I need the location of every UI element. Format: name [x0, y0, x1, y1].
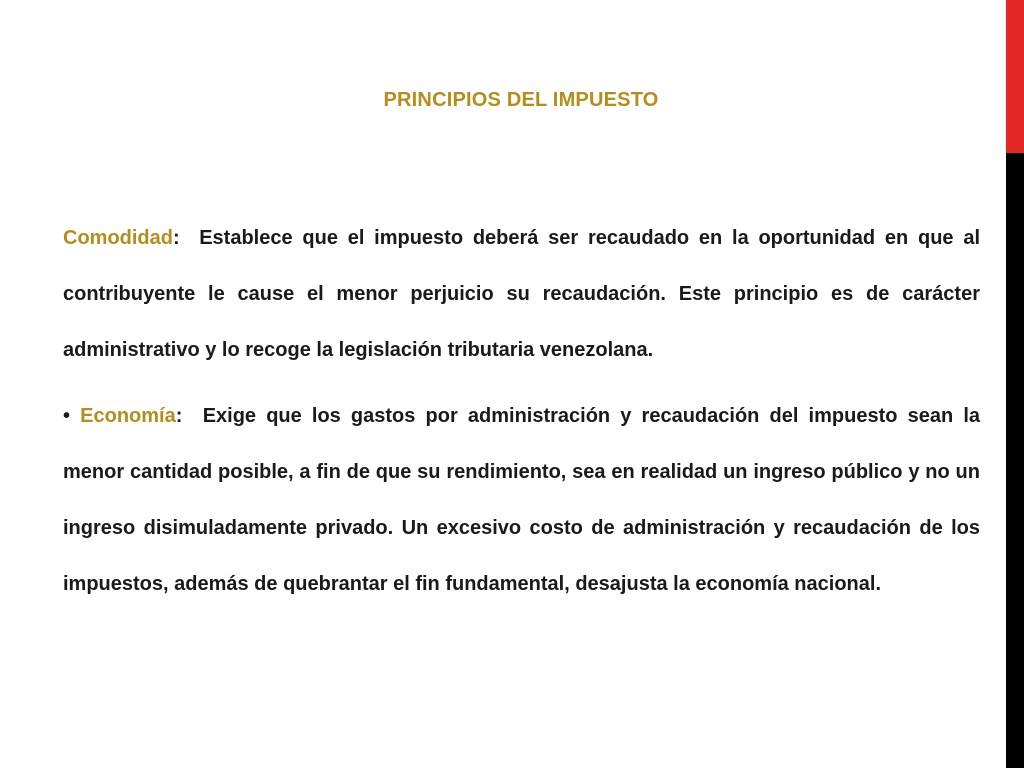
- term-comodidad: Comodidad: [63, 227, 173, 249]
- slide-title: PRINCIPIOS DEL IMPUESTO: [383, 89, 659, 111]
- paragraph-economia: [63, 388, 980, 612]
- term-separator: :: [175, 405, 203, 427]
- paragraph-text: Establece que el impuesto deberá ser recaudado en la oportunidad en que al contribuyente le cause el menor perjuicio su recaudación. Este principio es de carácter administrativo y lo recoge la legislación tributaria venezolana.: [63, 227, 980, 361]
- term-separator: :: [173, 227, 200, 249]
- side-accent-red: [1006, 0, 1024, 153]
- paragraph-text: Exige que los gastos por administración y recaudación del impuesto sean la menor cantidad posible, a fin de que su rendimiento, sea en realidad un ingreso público y no un ingreso disimuladamente privado. Un excesivo costo de administración y recaudación de los impuestos, además de quebrantar el fin fundamental, desajusta la economía nacional.: [63, 405, 981, 595]
- side-decoration-bar: [1006, 0, 1024, 768]
- term-economia: Economía: [80, 405, 176, 427]
- bullet: •: [63, 405, 81, 427]
- paragraph-comodidad: [63, 210, 980, 378]
